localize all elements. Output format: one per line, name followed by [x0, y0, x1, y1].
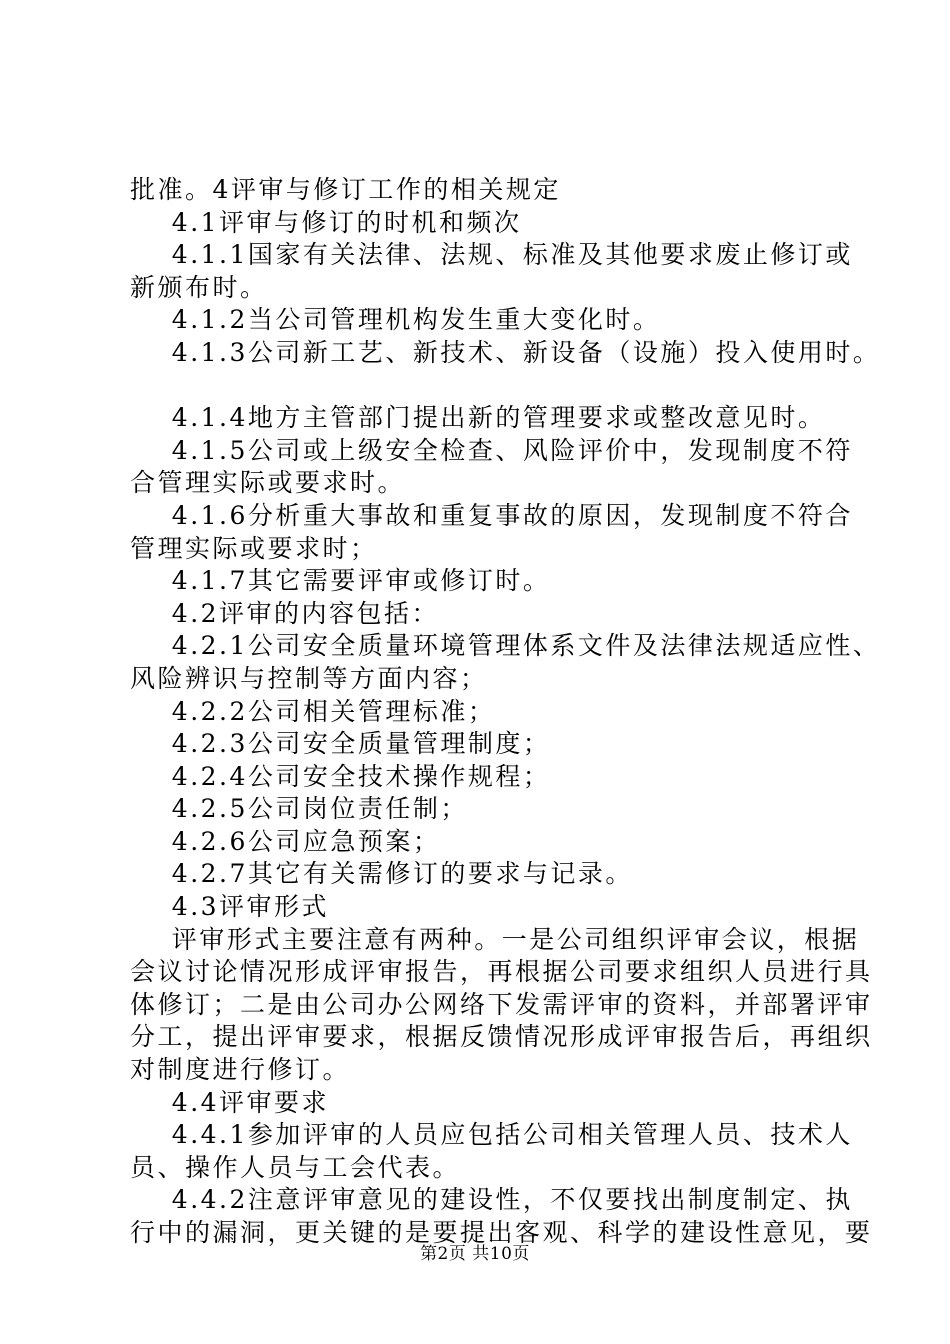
text-line: 4.4评审要求: [130, 1087, 330, 1117]
text-line: 管理实际或要求时；: [130, 533, 378, 563]
text-line: 会议讨论情况形成评审报告，再根据公司要求组织人员进行具: [130, 957, 873, 987]
text-line: 4.1.7其它需要评审或修订时。: [130, 566, 551, 596]
text-line: 4.2.6公司应急预案；: [130, 826, 441, 856]
text-line: 4.1.4地方主管部门提出新的管理要求或整改意见时。: [130, 403, 826, 433]
text-line: 分工，提出评审要求，根据反馈情况形成评审报告后，再组织: [130, 1022, 873, 1052]
text-line: 4.1.6分析重大事故和重复事故的原因，发现制度不符合: [130, 500, 853, 530]
text-line: 合管理实际或要求时。: [130, 468, 406, 498]
text-line: 4.2评审的内容包括：: [130, 598, 440, 628]
text-line: 4.2.3公司安全质量管理制度；: [130, 729, 551, 759]
text-line: 4.1评审与修订的时机和频次: [130, 207, 522, 237]
text-line: 4.4.2注意评审意见的建设性，不仅要找出制度制定、执: [130, 1185, 853, 1215]
page-footer: 第2页 共10页: [420, 1244, 530, 1264]
text-line: 对制度进行修订。: [130, 1055, 351, 1085]
text-line: 4.2.5公司岗位责任制；: [130, 794, 468, 824]
text-line: 员、操作人员与工会代表。: [130, 1152, 461, 1182]
text-line: 4.4.1参加评审的人员应包括公司相关管理人员、技术人: [130, 1120, 853, 1150]
text-line: 4.2.2公司相关管理标准；: [130, 696, 496, 726]
document-body: [130, 174, 881, 1250]
text-line: 评审形式主要注意有两种。一是公司组织评审会议，根据: [130, 924, 860, 954]
text-line: 4.2.1公司安全质量环境管理体系文件及法律法规适应性、: [130, 631, 881, 661]
text-line: 4.1.5公司或上级安全检查、风险评价中，发现制度不符: [130, 435, 853, 465]
text-line: 风险辨识与控制等方面内容；: [130, 663, 488, 693]
text-line: 批准。4评审与修订工作的相关规定: [130, 175, 561, 204]
text-line: 新颁布时。: [130, 272, 268, 302]
text-line: 4.1.2当公司管理机构发生重大变化时。: [130, 305, 661, 335]
text-line: 4.3评审形式: [130, 892, 330, 922]
text-line: 4.2.7其它有关需修订的要求与记录。: [130, 859, 633, 889]
text-line: 4.1.1国家有关法律、法规、标准及其他要求废止修订或: [130, 240, 853, 270]
text-line: 4.1.3公司新工艺、新技术、新设备（设施）投入使用时。: [130, 337, 881, 367]
blank-line: [130, 370, 840, 403]
text-line: 行中的漏洞，更关键的是要提出客观、科学的建设性意见，要: [130, 1218, 873, 1247]
text-line: 体修订；二是由公司办公网络下发需评审的资料，并部署评审: [130, 989, 873, 1019]
text-line: 4.2.4公司安全技术操作规程；: [130, 761, 551, 791]
